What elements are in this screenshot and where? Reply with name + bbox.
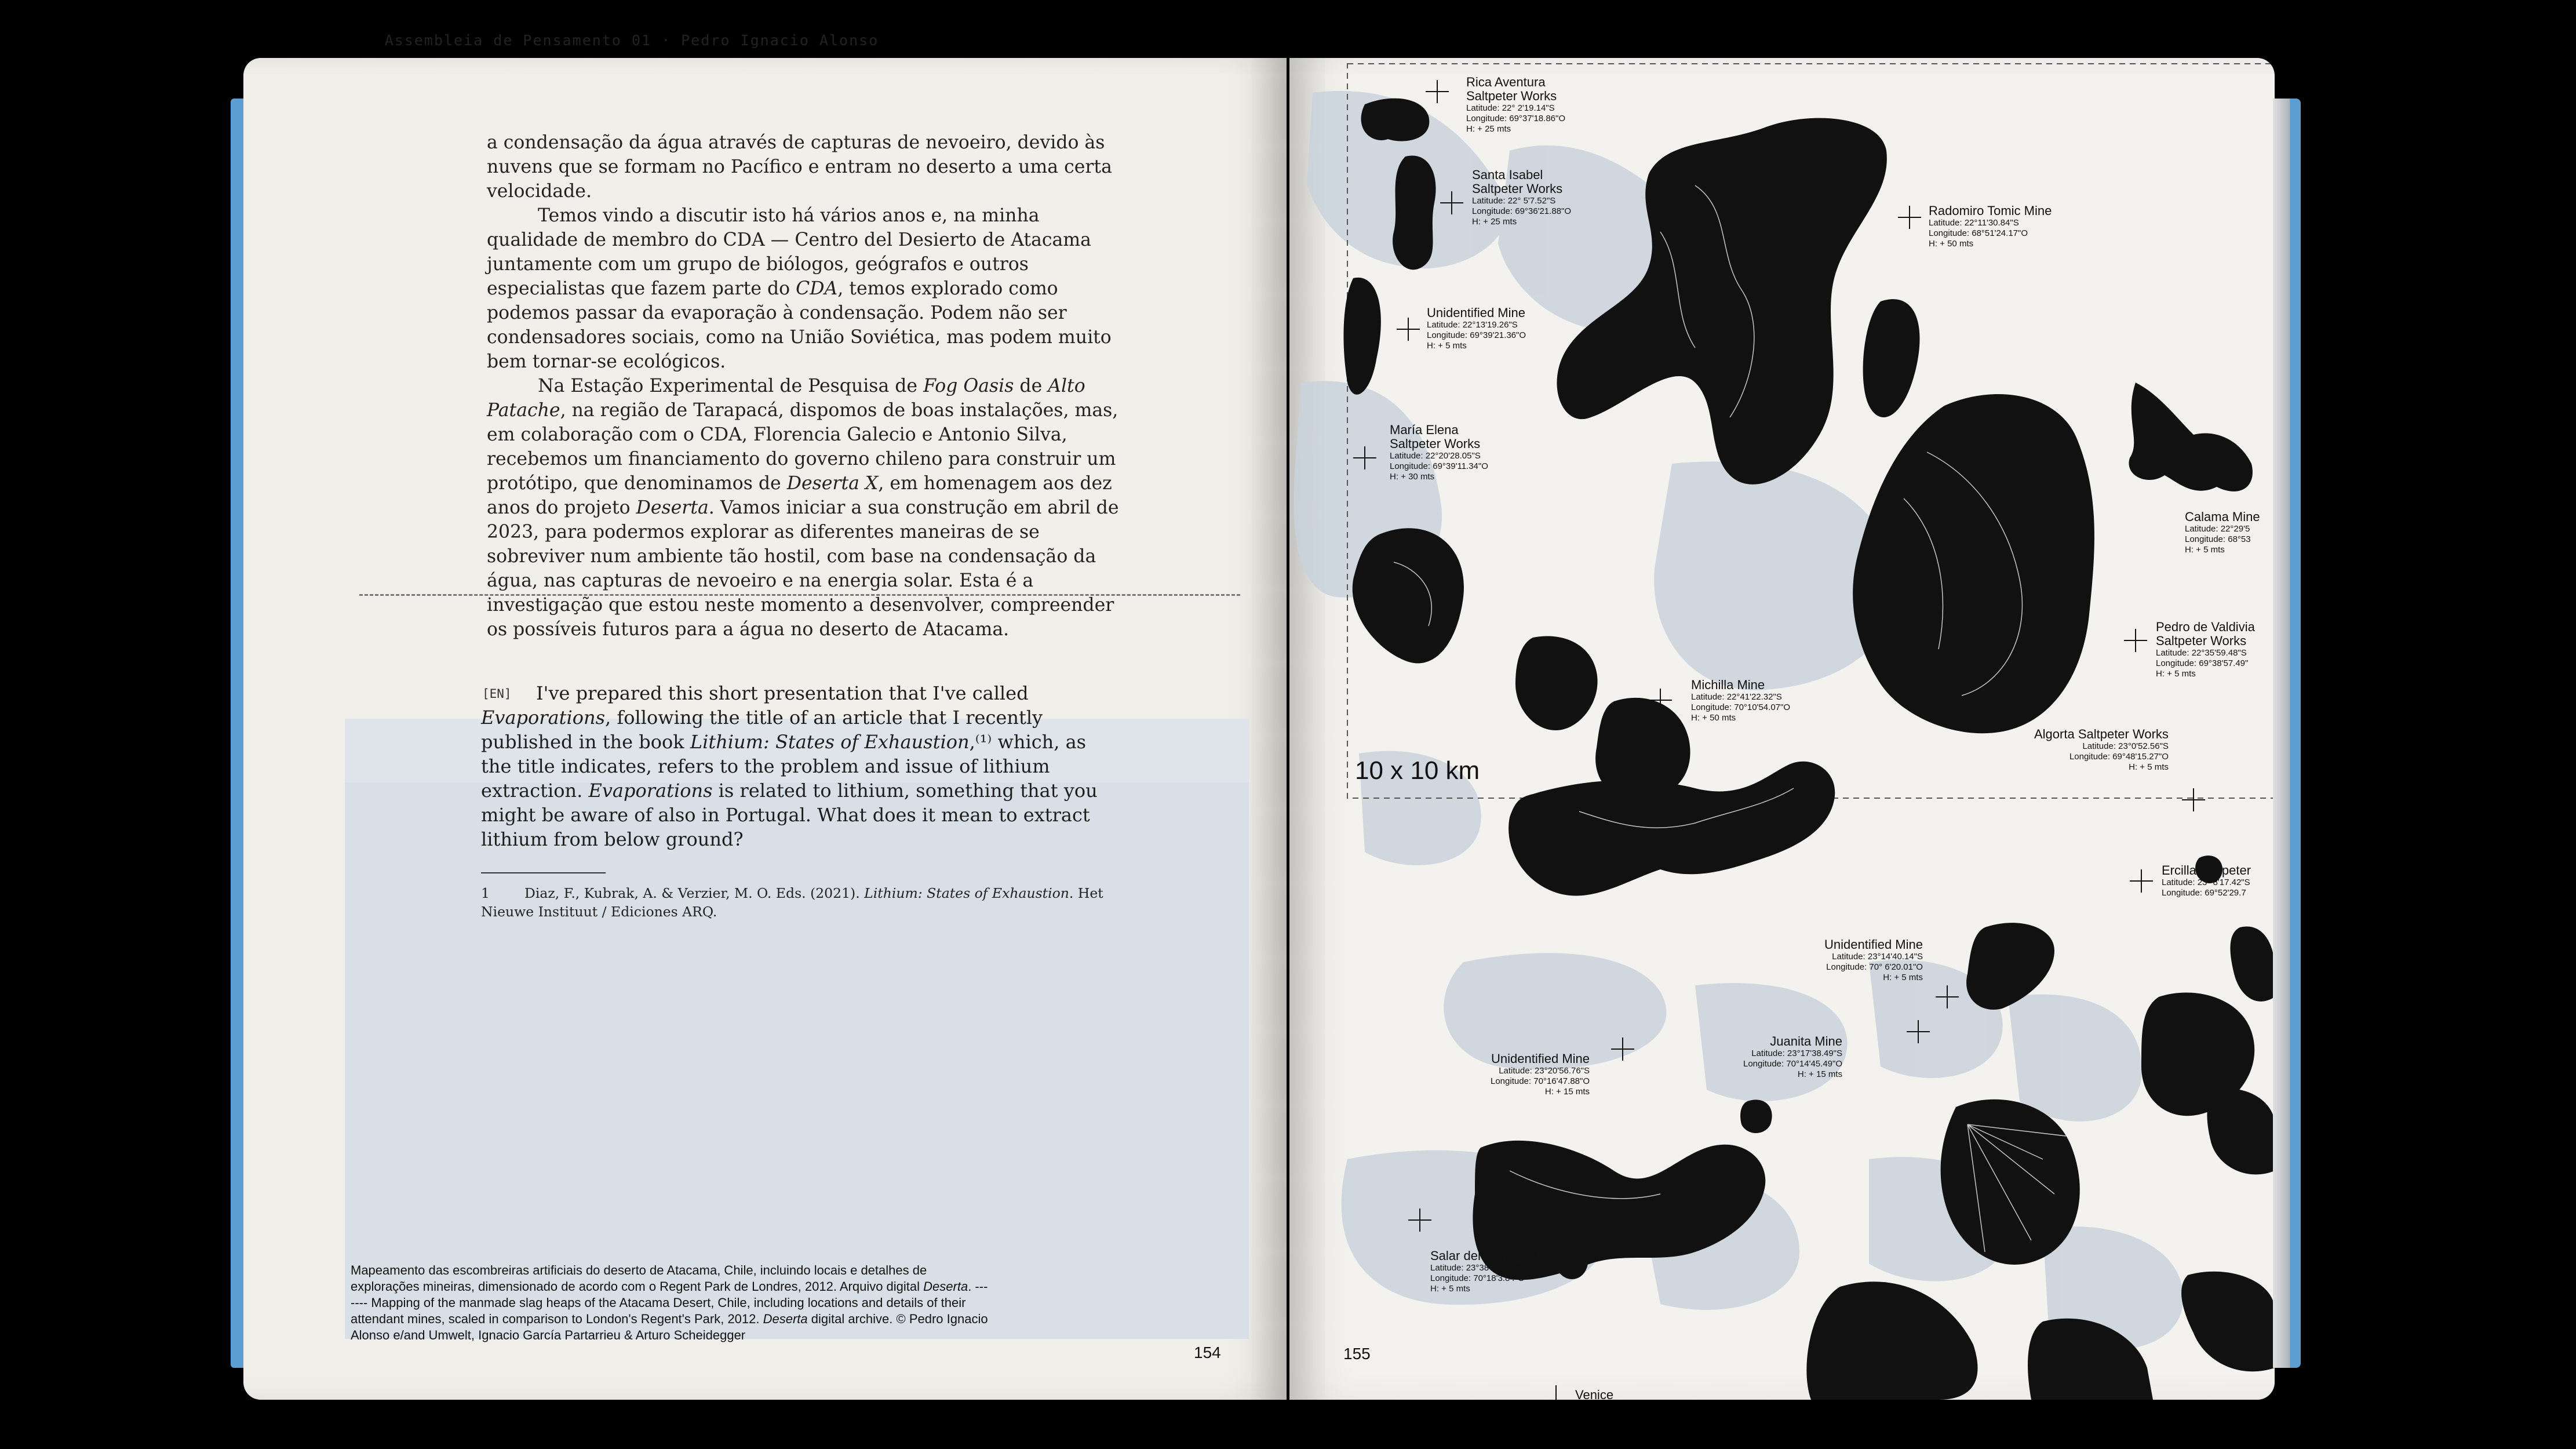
italic-run: Alto Patache [487, 376, 1085, 421]
mine-longitude: Longitude: 70°10'54.07"O [1691, 702, 1790, 712]
mine-latitude: Latitude: 22° 5'7.52"S [1472, 196, 1556, 206]
mine-latitude: Latitude: 22°29'5 [2185, 524, 2250, 534]
mine-height: H: + 25 mts [1472, 217, 1517, 227]
text-run: , following the title of an article that I recently published in the book [481, 707, 1043, 753]
text-run: a condensação da água através de capturas de nevoeiro, devido às nuvens que se formam no Pacífico e entram no deserto a uma certa velocidade. [487, 132, 1112, 202]
mine-height: H: + 5 mts [2185, 545, 2225, 555]
mine-name: Calama Mine [2185, 509, 2260, 524]
mine-height: H: + 50 mts [1691, 713, 1736, 723]
footnote [481, 884, 1118, 921]
image-caption [351, 1262, 988, 1344]
english-tag: [EN] [482, 687, 512, 701]
text-run: . Vamos iniciar a sua construção em abril de 2023, para podermos explorar as diferentes maneiras de se sobreviver num ambiente tão hostil, com base na condensação da água, nas capturas de nevoeiro e na energia solar. Esta é a investigação que estou neste momento a desenvolver, compreender os possíveis futuros para a água no deserto de Atacama. [487, 497, 1119, 640]
italic-run: CDA [796, 278, 838, 299]
mine-latitude: Latitude: 22°41'22.32"S [1691, 692, 1782, 702]
text-run: digital archive. © Pedro Ignacio Alonso e/and Umwelt, Ignacio García Partarrieu & Arturo Scheidegger [351, 1312, 988, 1342]
mine-height: H: + 5 mts [1427, 341, 1467, 351]
mine-height: H: + 25 mts [1466, 124, 1511, 134]
mine-longitude: Longitude: 69°52'29.7 [2162, 888, 2246, 898]
mine-longitude: Longitude: 69°38'57.49" [2156, 658, 2249, 668]
mine-label-unidentified-1 [1427, 306, 1526, 351]
mine-name: Radomiro Tomic Mine [1929, 203, 2052, 218]
mine-name: Pedro de Valdivia Saltpeter Works [2156, 620, 2255, 648]
text-run: Diaz, F., Kubrak, A. & Verzier, M. O. Eds. (2021). [524, 885, 865, 901]
mine-label-radomiro-tomic [1929, 204, 2052, 249]
text-run: . ------- Mapping of the manmade slag heaps of the Atacama Desert, Chile, including locations and details of their attendant mines, scaled in comparison to London's Regent's Park, 2012. [351, 1279, 988, 1326]
portuguese-body-text [487, 130, 1121, 642]
mine-name: Salar del Carmen Mine [1430, 1248, 1561, 1263]
mine-label-salar-del-carmen [1430, 1249, 1561, 1294]
mine-latitude: Latitude: 23°14'40.14"S [1832, 952, 1923, 962]
mine-name: María Elena Saltpeter Works [1390, 423, 1481, 451]
mine-name: Unidentified Mine [1427, 305, 1525, 320]
mine-height: H: + 5 mts [2129, 762, 2169, 772]
text-run: , em homenagem aos dez anos do projeto [487, 473, 1112, 518]
italic-run: Fog Oasis [923, 376, 1014, 396]
mine-height: H: + 5 mts [1883, 973, 1923, 982]
language-divider [359, 594, 1240, 596]
mine-longitude: Longitude: 68°51'24.17"O [1929, 228, 2028, 238]
scale-label: 10 x 10 km [1355, 756, 1480, 785]
mine-name: Ercilla Saltpeter [2162, 863, 2251, 878]
mine-name: Santa Isabel Saltpeter Works [1472, 168, 1563, 196]
mine-name: Unidentified Mine [1824, 937, 1923, 952]
mine-longitude: Longitude: 70°14'45.49"O [1743, 1059, 1842, 1069]
text-run: . Het Nieuwe Instituut / Ediciones ARQ. [481, 885, 1103, 920]
italic-run: Deserta [763, 1312, 808, 1326]
italic-run: Lithium: States of Exhaustion [690, 731, 970, 753]
mine-latitude: Latitude: 22°13'19.26"S [1427, 320, 1518, 330]
italic-run: Evaporations [481, 707, 606, 729]
mine-latitude: Latitude: 22°35'59.48"S [2156, 648, 2247, 658]
mine-name: Rica Aventura Saltpeter Works [1466, 75, 1557, 103]
footnote-rule [481, 872, 606, 873]
running-head: Assembleia de Pensamento 01 · Pedro Ignacio Alonso [384, 32, 879, 49]
text-run: Mapeamento das escombreiras artificiais do deserto de Atacama, Chile, incluindo locais e detalhes de explorações mineiras, dimensionado de acordo com o Regent Park de Londres, 2012. Arquivo digital [351, 1263, 927, 1294]
mine-latitude: Latitude: 22° 2'19.14"S [1466, 103, 1555, 113]
text-run: , na região de Tarapacá, dispomos de boas instalações, mas, em colaboração com o CDA, Florencia Galecio e Antonio Silva, recebemos um financiamento do governo chileno para construir um protótipo, que denominamos de [487, 400, 1118, 494]
mine-label-rica-aventura [1466, 75, 1582, 134]
mine-name: Venice [1575, 1388, 1614, 1402]
italic-run: Deserta [636, 497, 709, 518]
mine-longitude: Longitude: 69°48'15.27"O [2069, 752, 2169, 762]
mine-label-pedro-de-valdivia [2156, 620, 2272, 679]
mine-name: Unidentified Mine [1491, 1051, 1590, 1066]
mine-name: Juanita Mine [1770, 1034, 1842, 1048]
mine-latitude: Latitude: 23°17'38.49"S [1751, 1048, 1842, 1058]
mine-name: Michilla Mine [1691, 678, 1765, 692]
page-number-right: 155 [1343, 1345, 1371, 1363]
background-photo-tone [345, 782, 1249, 1339]
mine-label-unidentified-3 [1491, 1052, 1590, 1097]
text-run: de [1014, 376, 1048, 396]
mine-height: H: + 15 mts [1797, 1069, 1842, 1079]
mine-longitude: Longitude: 70°18'3.84"O [1430, 1273, 1525, 1283]
text-run: ,⁽¹⁾ which, as the title indicates, refers to the problem and issue of lithium extraction. [481, 731, 1087, 802]
text-run: , temos explorado como podemos passar da evaporação à condensação. Podem não ser condensadores sociais, como na União Soviética, mas podem muito bem tornar-se ecológicos. [487, 278, 1112, 372]
mine-label-ercilla [2162, 864, 2251, 898]
mine-label-algorta [2034, 727, 2169, 773]
mine-label-calama [2185, 510, 2260, 555]
italic-run: Deserta X [786, 473, 879, 494]
mine-label-unidentified-2 [1824, 938, 1923, 983]
mine-latitude: Latitude: 23° 8'17.42"S [2162, 878, 2250, 887]
mine-longitude: Longitude: 70° 6'20.01"O [1826, 962, 1923, 972]
mine-longitude: Longitude: 69°39'21.36"O [1427, 330, 1526, 340]
italic-run: Lithium: States of Exhaustion [864, 885, 1069, 901]
mine-longitude: Longitude: 68°53 [2185, 534, 2251, 544]
mine-longitude: Longitude: 69°39'11.34"O [1390, 461, 1488, 471]
paragraph [487, 130, 1121, 203]
mine-label-maria-elena [1390, 423, 1506, 482]
mine-height: H: + 15 mts [1544, 1087, 1590, 1097]
english-body-text [481, 681, 1118, 851]
mine-height: H: + 5 mts [2156, 669, 2196, 679]
mine-latitude: Latitude: 22°11'30.84"S [1929, 218, 2019, 228]
mine-name: Algorta Saltpeter Works [2034, 727, 2169, 741]
mine-height: H: + 5 mts [1430, 1284, 1470, 1294]
mine-longitude: Longitude: 69°37'18.86"O [1466, 114, 1565, 123]
text-run: Temos vindo a discutir isto há vários anos e, na minha qualidade de membro do CDA — Centro del Desierto de Atacama juntamente com um grupo de biólogos, geógrafos e outros especialistas que fazem parte do [487, 205, 1091, 299]
mine-label-venice [1575, 1388, 1613, 1402]
right-page-edge [2273, 99, 2301, 1368]
mine-label-juanita [1743, 1035, 1842, 1080]
text-run: Na Estação Experimental de Pesquisa de [538, 376, 924, 396]
mine-label-santa-isabel [1472, 168, 1588, 227]
mine-height: H: + 30 mts [1390, 472, 1435, 482]
text-run: I've prepared this short presentation that I've called [536, 682, 1029, 704]
italic-run: Evaporations [588, 780, 713, 802]
mine-longitude: Longitude: 69°36'21.88"O [1472, 206, 1571, 216]
text-run: is related to lithium, something that you might be aware of also in Portugal. What does it mean to extract lithium from below ground? [481, 780, 1098, 850]
mine-height: H: + 50 mts [1929, 239, 1974, 249]
footnote-text [481, 885, 1103, 920]
footnote-number: 1 [481, 885, 490, 901]
mine-latitude: Latitude: 23°38'16.89"S [1430, 1263, 1521, 1273]
mine-label-michilla [1691, 678, 1790, 723]
mine-latitude: Latitude: 23°20'56.76"S [1499, 1066, 1590, 1076]
italic-run: Deserta [923, 1279, 968, 1294]
paragraph [487, 374, 1121, 642]
mine-latitude: Latitude: 22°20'28.05"S [1390, 451, 1481, 461]
mine-longitude: Longitude: 70°16'47.88"O [1491, 1076, 1590, 1086]
page-number-left: 154 [1194, 1344, 1221, 1361]
mine-latitude: Latitude: 23°0'52.56"S [2082, 741, 2169, 751]
paragraph [487, 203, 1121, 374]
